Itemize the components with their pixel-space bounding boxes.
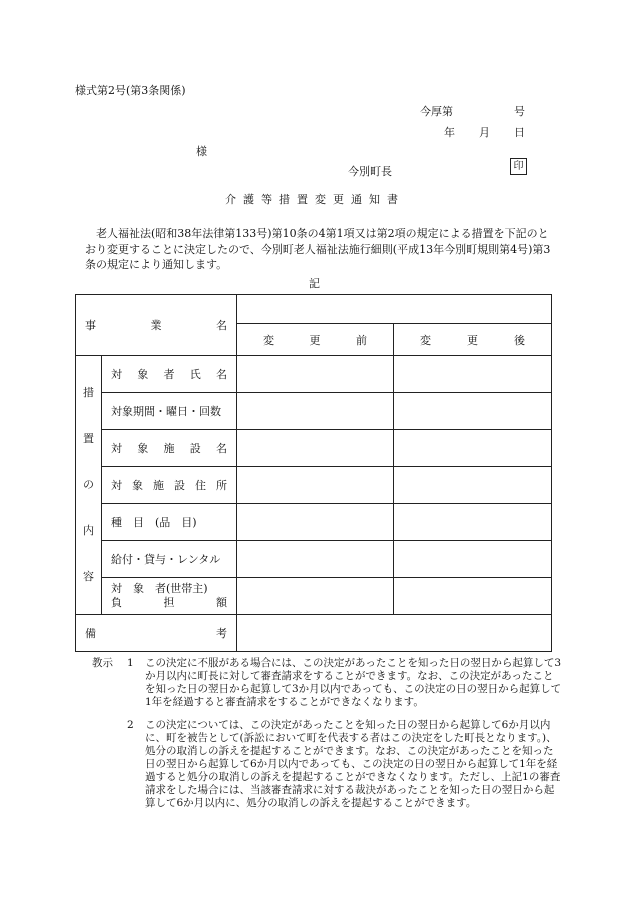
- label-char: 業: [150, 319, 162, 332]
- sender-name: 今別町長: [348, 165, 392, 178]
- label-char: 名: [216, 442, 227, 455]
- label-char: 更: [467, 333, 478, 347]
- date-month: 月: [479, 126, 490, 139]
- instruction-number: 2: [127, 719, 134, 731]
- label-char: 変: [263, 333, 274, 347]
- row-label-cell: [102, 356, 237, 393]
- row-label: 給付・貸与・レンタル: [111, 553, 221, 566]
- business-name-label: [76, 317, 236, 333]
- remarks-label: [76, 625, 236, 641]
- seal-mark: 印: [510, 158, 527, 175]
- row-before-cell[interactable]: [237, 393, 394, 430]
- after-header: [394, 332, 551, 348]
- burden-label-cell: [102, 578, 237, 615]
- document-title: 介護等措置変更通知書: [225, 193, 405, 206]
- instruction-item: [92, 719, 562, 810]
- label-char: 名: [216, 368, 227, 381]
- row-before-cell[interactable]: [237, 504, 394, 541]
- measure-content-side-label: [76, 356, 102, 615]
- body-text: [85, 226, 555, 273]
- label-char: 住: [195, 479, 206, 492]
- row-before-cell[interactable]: [237, 541, 394, 578]
- before-header-cell: [237, 324, 394, 356]
- change-table: [75, 294, 552, 652]
- instruction-number: 1: [127, 657, 134, 669]
- row-after-cell[interactable]: [394, 430, 552, 467]
- label-char: 設: [189, 442, 201, 455]
- label-char: 氏: [189, 368, 201, 381]
- label-char: 更: [309, 333, 321, 347]
- burden-after-cell[interactable]: [394, 578, 552, 615]
- row-label: [102, 440, 236, 456]
- row-label: 対象期間・曜日・回数: [111, 405, 221, 418]
- label-char: 後: [514, 333, 525, 347]
- instruction-item: [92, 657, 562, 709]
- instruction-text: この決定に不服がある場合には、この決定があったことを知った日の翌日から起算して3か月以内に町長に対して審査請求をすることができます。なお、この決定があったことを知った日の翌日から起算して3か月以内であっても、この決定の日の翌日から起算して1年を経過すると審査請求をすることができなくなります。: [145, 657, 562, 708]
- row-before-cell[interactable]: [237, 430, 394, 467]
- form-number: 様式第2号(第3条関係): [75, 84, 186, 97]
- instruction-text: この決定については、この決定があったことを知った日の翌日から起算して6か月以内に、町を被告として(訴訟において町を代表する者はこの決定をした町長となります。)、処分の取消しの訴えを提起することができます。なお、この決定があったことを知った日の翌日から起算して6か月以内であっても、この決定の日の翌日から起算して1年を経過すると処分の取消しの訴えを提起することができなくなります。ただし、上記1の審査請求をした場合には、当該審査請求に対する裁決があったことを知った日の翌日から起算して6か月以内に、処分の取消しの訴えを提起することができます。: [145, 719, 561, 809]
- date-day: 日: [514, 126, 525, 139]
- side-label-char: 措: [83, 386, 94, 399]
- label-char: 対: [111, 368, 122, 381]
- ki-marker: 記: [309, 277, 320, 290]
- row-label: 種 目 (品 目): [111, 516, 197, 529]
- label-char: 負: [111, 596, 122, 609]
- row-after-cell[interactable]: [394, 467, 552, 504]
- row-label-cell: [102, 430, 237, 467]
- row-label-cell: [102, 541, 237, 578]
- label-char: 所: [216, 479, 227, 492]
- body-paragraph: 老人福祉法(昭和38年法律第133号)第10条の4第1項又は第2項の規定による措置を下記のとおり変更することに決定したので、今別町老人福祉法施行細則(平成13年今別町規則第4号)第3条の規定により通知します。: [85, 227, 551, 271]
- label-char: 施: [163, 442, 175, 455]
- instructions-section: [92, 657, 562, 810]
- side-label-char: 内: [83, 524, 94, 537]
- row-after-cell[interactable]: [394, 356, 552, 393]
- label-char: 設: [174, 479, 185, 492]
- label-char: 施: [153, 479, 164, 492]
- row-label-cell: [102, 393, 237, 430]
- burden-label-line2: [111, 596, 227, 610]
- label-char: 額: [216, 596, 227, 609]
- document-number-label: 今厚第: [420, 105, 453, 118]
- side-label-char: の: [83, 478, 94, 491]
- label-char: 象: [137, 368, 149, 381]
- label-char: 象: [132, 479, 143, 492]
- addressee-honorific: 様: [196, 145, 207, 158]
- instructions-heading: 教示: [92, 657, 113, 669]
- label-char: 変: [420, 333, 431, 347]
- before-header: [237, 332, 393, 348]
- burden-label-line1: 対 象 者(世帯主): [111, 582, 208, 595]
- row-before-cell[interactable]: [237, 356, 394, 393]
- row-after-cell[interactable]: [394, 504, 552, 541]
- side-label-char: 容: [83, 570, 94, 583]
- row-label: [102, 366, 236, 382]
- row-label-cell: [102, 467, 237, 504]
- date-year: 年: [444, 126, 455, 139]
- remarks-label-cell: [76, 615, 237, 652]
- label-char: 前: [356, 333, 367, 347]
- after-header-cell: [394, 324, 552, 356]
- row-label: [102, 477, 236, 493]
- business-name-value[interactable]: [237, 295, 552, 324]
- label-char: 象: [137, 442, 149, 455]
- row-after-cell[interactable]: [394, 541, 552, 578]
- label-char: 備: [85, 627, 96, 640]
- document-number-unit: 号: [514, 105, 525, 118]
- label-char: 名: [216, 319, 227, 332]
- remarks-value[interactable]: [237, 615, 552, 652]
- burden-before-cell[interactable]: [237, 578, 394, 615]
- label-char: 対: [111, 442, 122, 455]
- label-char: 考: [216, 627, 227, 640]
- side-label-char: 置: [83, 432, 94, 445]
- label-char: 者: [163, 368, 175, 381]
- label-char: 担: [163, 596, 175, 609]
- label-char: 事: [85, 319, 96, 332]
- business-name-label-cell: [76, 295, 237, 356]
- row-after-cell[interactable]: [394, 393, 552, 430]
- row-label-cell: [102, 504, 237, 541]
- row-before-cell[interactable]: [237, 467, 394, 504]
- label-char: 対: [111, 479, 122, 492]
